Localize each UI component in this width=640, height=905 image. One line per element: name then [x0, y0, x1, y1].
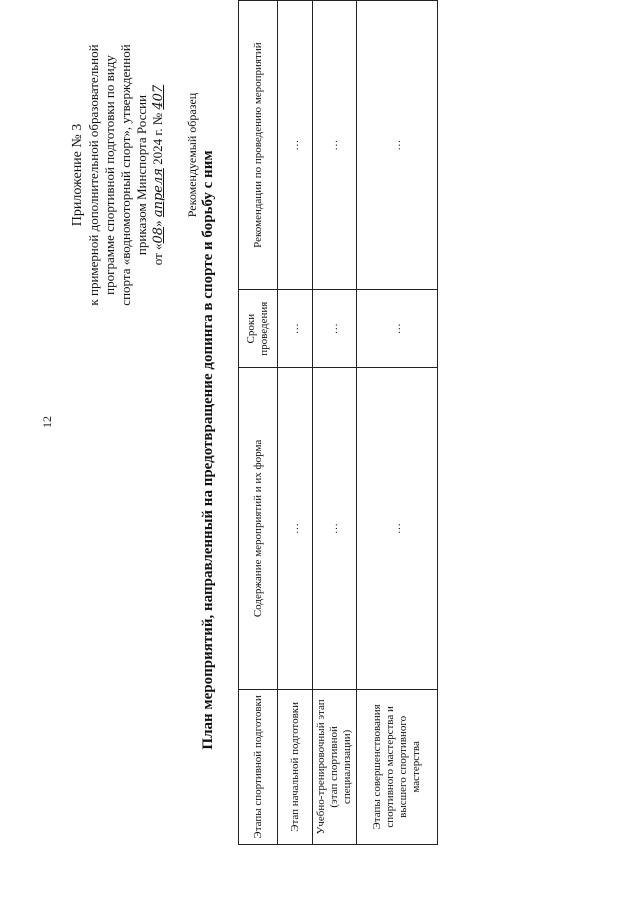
- table-header-row: [239, 1, 278, 845]
- order-number: 407: [151, 84, 166, 110]
- antidoping-plan-table: [238, 0, 438, 845]
- page-number: 12: [40, 416, 54, 428]
- date-year: 2024 г. №: [150, 112, 165, 165]
- sample-note: Рекомендуемый образец: [185, 92, 199, 218]
- table-row: [313, 1, 357, 845]
- date-month: апреля: [151, 168, 166, 218]
- appendix-date-line: [150, 5, 167, 345]
- header-term: Сроки проведения: [239, 290, 278, 368]
- date-day: 08: [151, 226, 166, 244]
- cell-stage: Этапы совершенствования спортивного мастерства и высшего спортивного мастерства: [357, 689, 438, 844]
- cell-recommendations: …: [278, 1, 313, 290]
- cell-content: …: [313, 368, 357, 690]
- cell-recommendations: …: [313, 1, 357, 290]
- table-row: [357, 1, 438, 845]
- date-middle: »: [150, 220, 165, 227]
- appendix-line-3: спорта «водномоторный спорт», утвержденной: [118, 44, 133, 306]
- date-prefix: от «: [150, 243, 165, 266]
- cell-content: …: [357, 368, 438, 690]
- cell-stage: Учебно-тренировочный этап (этап спортивной специализации): [313, 689, 357, 844]
- cell-term: …: [278, 290, 313, 368]
- header-content: Содержание мероприятий и их форма: [239, 368, 278, 690]
- appendix-line-4: приказом Минспорта России: [134, 94, 149, 256]
- document-heading: План мероприятий, направленный на предотвращение допинга в спорте и борьбу с ним: [200, 150, 216, 750]
- cell-recommendations: …: [357, 1, 438, 290]
- header-recommendations: Рекомендации по проведению мероприятий: [239, 1, 278, 290]
- header-stage: Этапы спортивной подготовки: [239, 689, 278, 844]
- cell-term: …: [357, 290, 438, 368]
- appendix-title: Приложение № 3: [70, 123, 85, 227]
- cell-term: …: [313, 290, 357, 368]
- appendix-line-1: к примерной дополнительной образовательной: [86, 44, 101, 306]
- cell-content: …: [278, 368, 313, 690]
- appendix-block: [70, 5, 167, 345]
- cell-stage: Этап начальной подготовки: [278, 689, 313, 844]
- table-row: [278, 1, 313, 845]
- appendix-line-2: программе спортивной подготовки по виду: [102, 55, 117, 295]
